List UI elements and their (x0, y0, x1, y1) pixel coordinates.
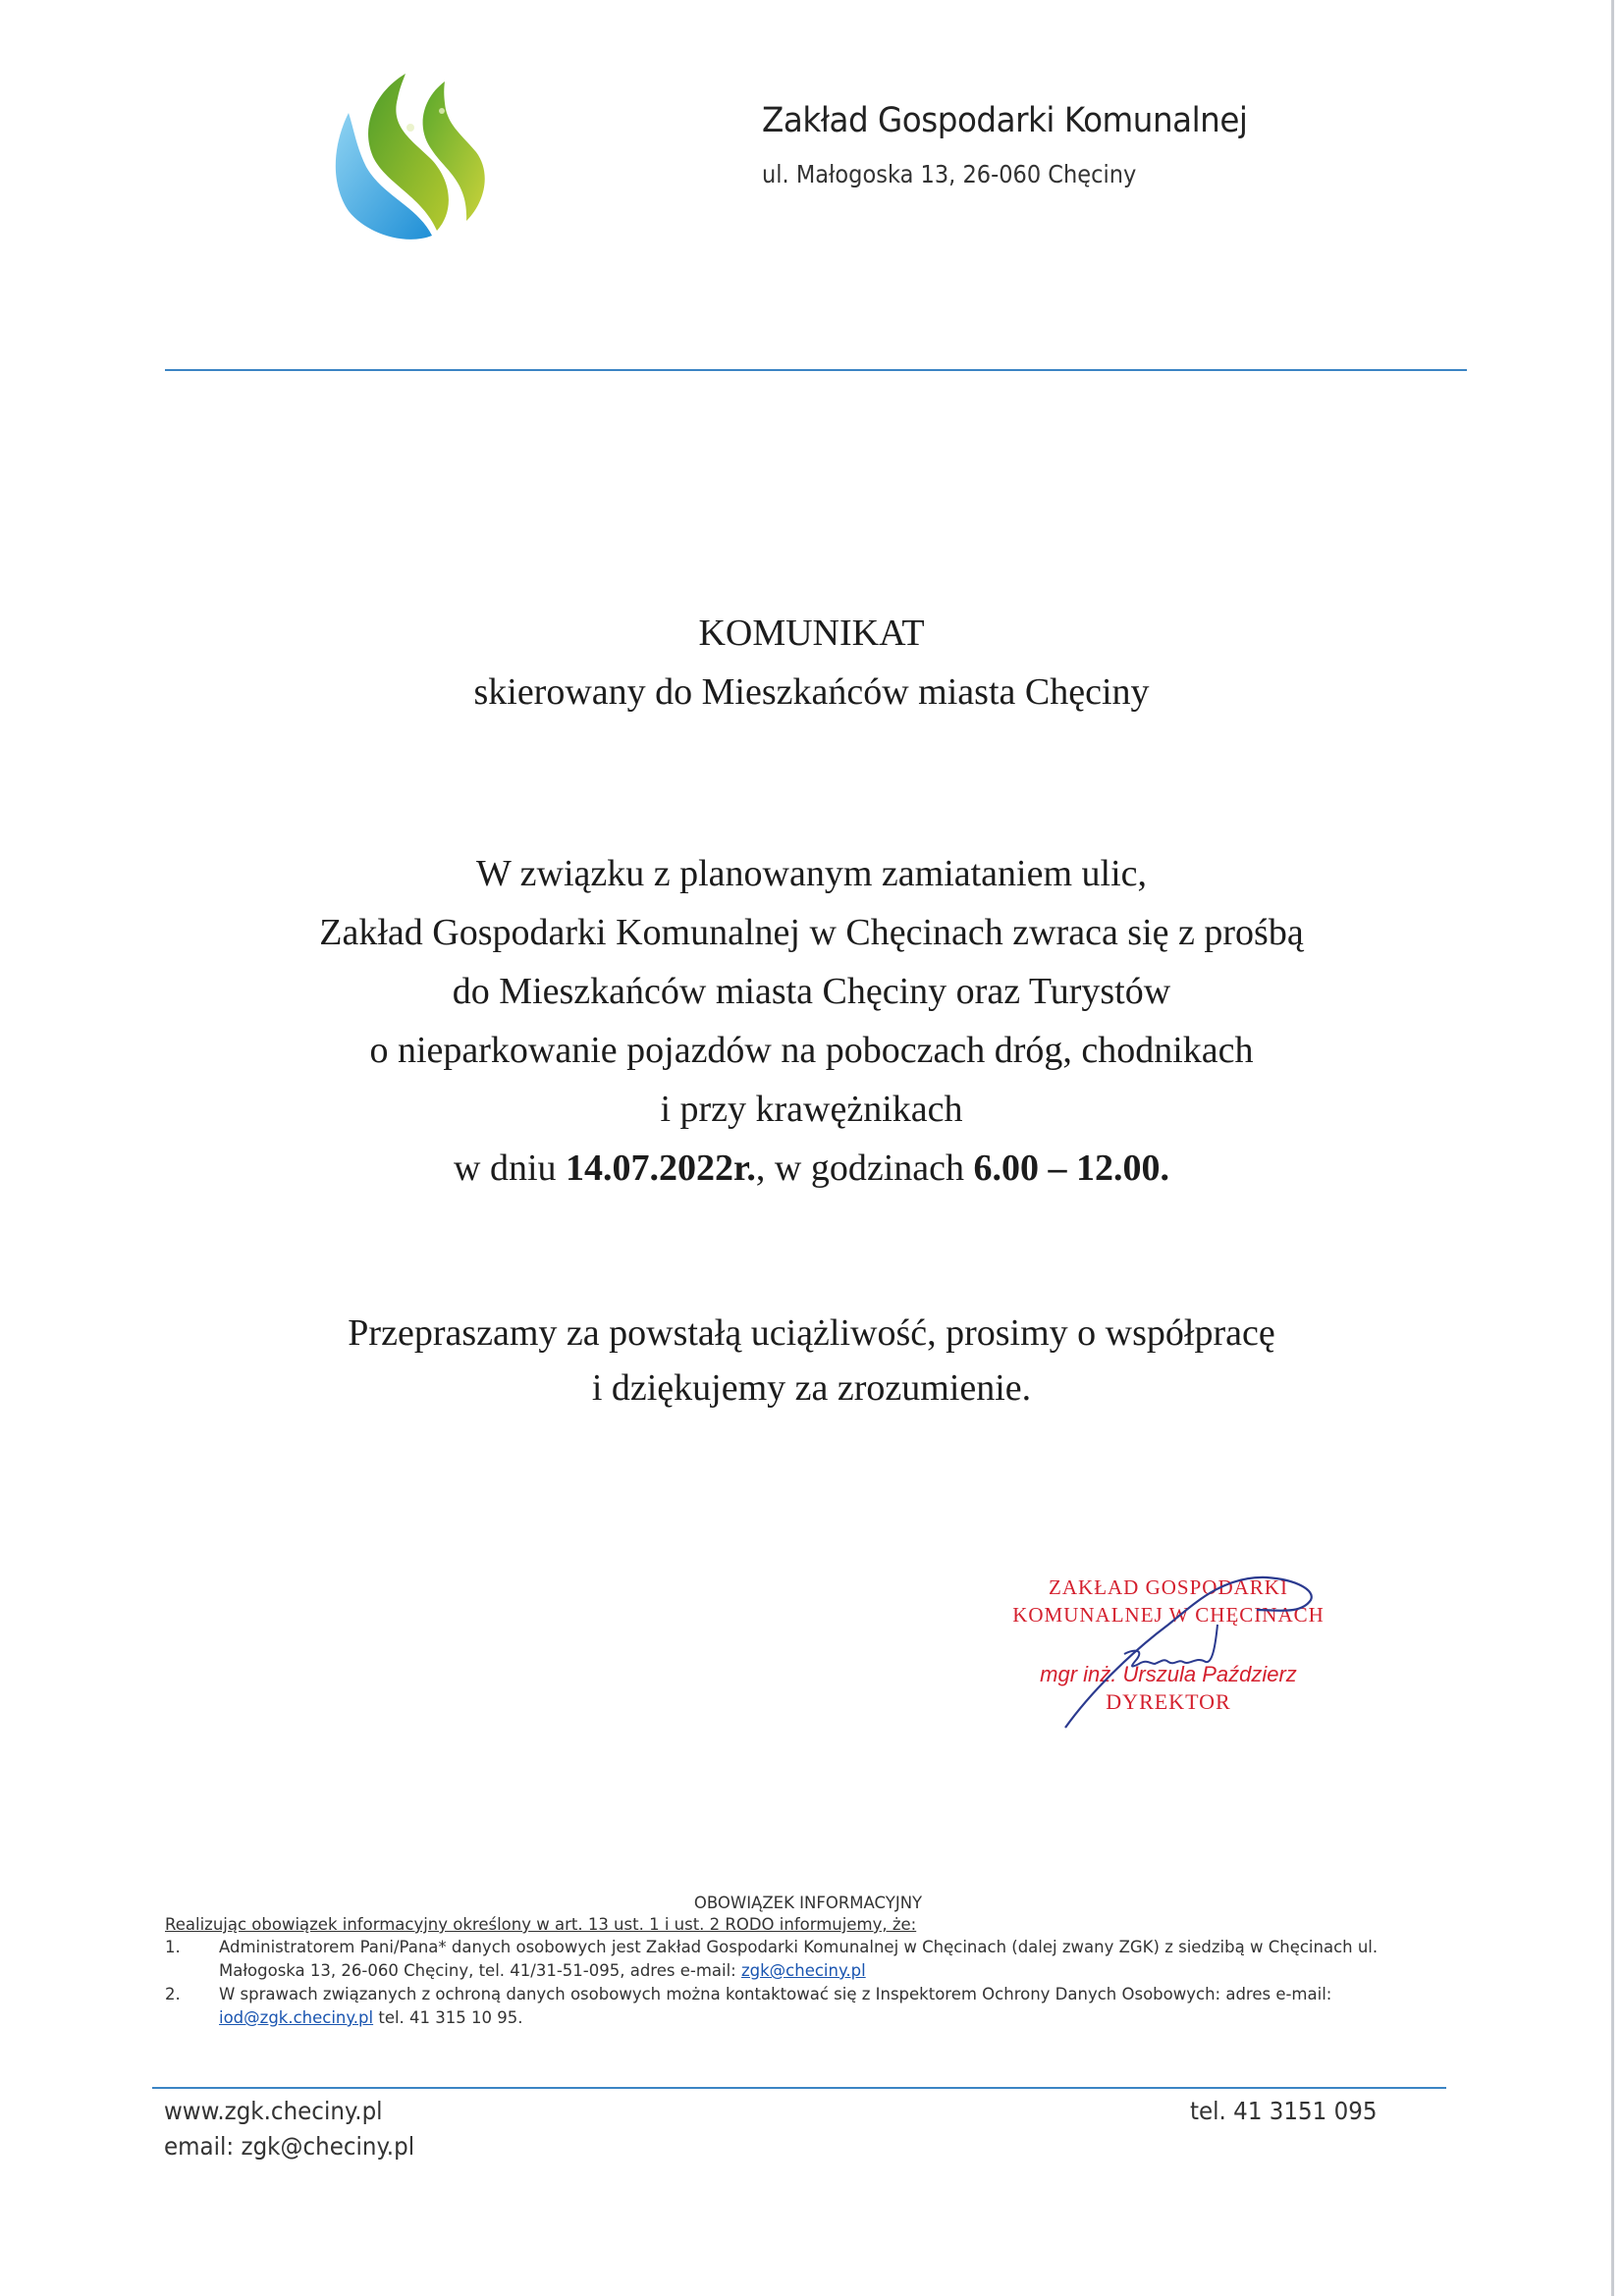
rodo-intro: Realizując obowiązek informacyjny określony w art. 13 ust. 1 i ust. 2 RODO informujemy, że: (165, 1915, 917, 1934)
body-line: do Mieszkańców miasta Chęciny oraz Turystów (452, 971, 1171, 1012)
footer-website: www.zgk.checiny.pl (164, 2097, 383, 2125)
footer-divider (152, 2087, 1446, 2089)
director-stamp (982, 1566, 1355, 1742)
rodo-information (165, 1893, 1451, 2030)
water-leaf-drop-logo-icon (329, 74, 501, 250)
footer-contact (164, 2094, 414, 2164)
rodo-item-phone: tel. 41 315 10 95. (373, 2008, 523, 2027)
stamp-position: DYREKTOR (1106, 1689, 1231, 1714)
stamp-line: ZAKŁAD GOSPODARKI (1049, 1575, 1288, 1599)
event-hours: 6.00 – 12.00. (973, 1148, 1169, 1189)
org-address: ul. Małogoska 13, 26-060 Chęciny (762, 160, 1137, 188)
date-prefix: w dniu (454, 1148, 566, 1189)
org-name: Zakład Gospodarki Komunalnej (762, 101, 1248, 140)
rodo-item (165, 1983, 1451, 2030)
body-line: i przy krawężnikach (660, 1089, 963, 1130)
notice-closing (0, 1306, 1623, 1415)
notice-subtitle: skierowany do Mieszkańców miasta Chęciny (473, 671, 1150, 713)
stamp-line: KOMUNALNEJ W CHĘCINACH (1012, 1603, 1325, 1627)
closing-line: Przepraszamy za powstałą uciążliwość, prosimy o współpracę (348, 1312, 1275, 1354)
notice-title: KOMUNIKAT (698, 613, 925, 654)
rodo-item-number: 1. (165, 1938, 181, 1956)
notice-body (0, 844, 1623, 1198)
stamp-signatory: mgr inż. Urszula Paździerz (1040, 1662, 1297, 1686)
email-link[interactable]: zgk@checiny.pl (740, 1961, 866, 1980)
rodo-title: OBOWIĄZEK INFORMACYJNY (693, 1894, 923, 1912)
body-line: W związku z planowanym zamiataniem ulic, (475, 853, 1148, 894)
rodo-item (165, 1936, 1451, 1983)
footer-phone: tel. 41 3151 095 (1190, 2097, 1378, 2125)
date-line (0, 1139, 1623, 1198)
date-middle: , w godzinach (755, 1148, 974, 1189)
header-divider (165, 369, 1467, 371)
body-line: o nieparkowanie pojazdów na poboczach dróg, chodnikach (369, 1030, 1254, 1071)
rodo-item-text: Administratorem Pani/Pana* danych osobowych jest Zakład Gospodarki Komunalnej w Chęcinach (dalej zwany ZGK) z siedzibą w Chęcinach ul. Małogoska 13, 26-060 Chęciny, tel. 41/31-51-095, adres e-mail: (219, 1938, 1379, 1980)
rodo-item-text: W sprawach związanych z ochroną danych osobowych można kontaktować się z Inspektorem Ochrony Danych Osobowych: adres e-mail: (219, 1985, 1332, 2003)
footer-email: email: zgk@checiny.pl (164, 2132, 415, 2161)
iod-email-link[interactable]: iod@zgk.checiny.pl (219, 2008, 374, 2027)
event-date: 14.07.2022r. (566, 1148, 756, 1189)
body-line: Zakład Gospodarki Komunalnej w Chęcinach zwraca się z prośbą (319, 912, 1304, 953)
rodo-item-number: 2. (165, 1985, 181, 2003)
closing-line: i dziękujemy za zrozumienie. (591, 1367, 1032, 1409)
